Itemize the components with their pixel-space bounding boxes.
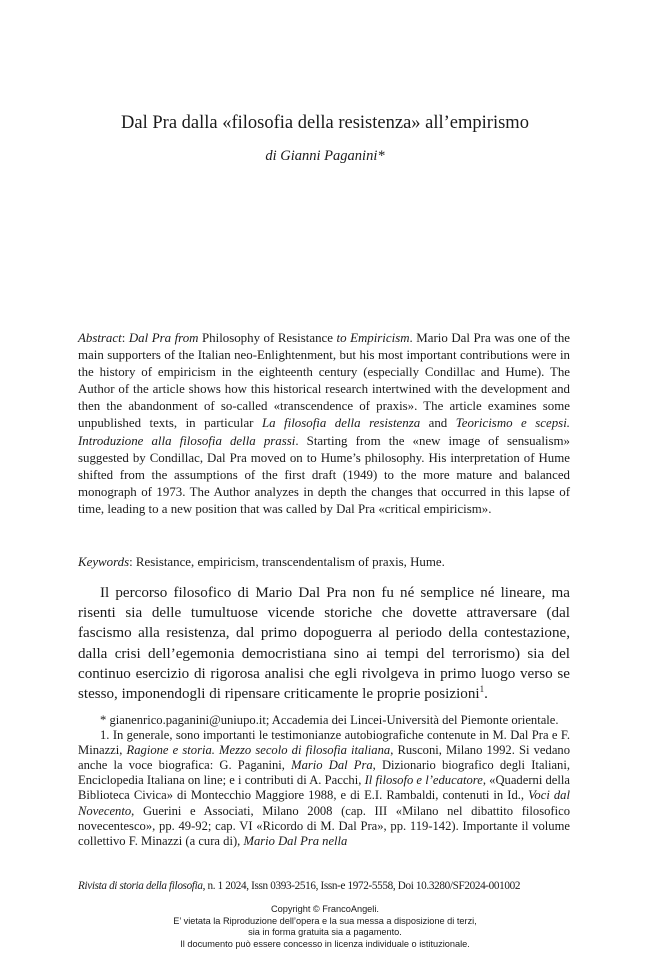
abstract-title-part-2: Philosophy of Resistance <box>198 331 337 345</box>
keywords-section <box>78 554 570 571</box>
footnote-1-text-b: , Rusconi, Milano 1992. Si vedano anche la voce biografica: G. Paganini, <box>78 743 571 773</box>
footnote-1-work-a: Ragione e storia. Mezzo secolo di filosofia italiana <box>126 743 391 758</box>
abstract-work-1: La filosofia della resistenza <box>261 416 421 431</box>
abstract-work-2: Teoricismo e scepsi. Introduzione alla filosofia della prassi <box>78 416 570 448</box>
abstract-colon: : <box>121 331 129 345</box>
abstract-paragraph <box>78 330 570 518</box>
body-text <box>78 583 570 704</box>
footnote-1-work-b: Mario Dal Pra <box>291 758 373 773</box>
abstract-text-3: . Starting from the «new image of sensualism» suggested by Condillac, Dal Pra moved on to Hume’s philosophy. His interpretation of Hume shifted from the assumptions of the first draft (1949) to the more mature and balanced monograph of 1973. The Author analyzes in depth the changes that occurred in this lapse of time, leading to a new position that was called by Dal Pra «critical empiricism». <box>78 433 570 516</box>
footnote-1-work-c: Il filosofo e l’educatore <box>364 773 483 788</box>
abstract-text-1: . Mario Dal Pra was one of the main supporters of the Italian neo-Enlightenment, but his most important contributions were in the history of empiricism in the eighteenth century (especially Condillac and Hume). The Author of the article shows how this historical research intertwined with the development and then the abandonment of so-called «transcendence of praxis». The article examines some unpublished texts, in particular <box>78 331 570 431</box>
abstract-text-2: and <box>420 416 456 431</box>
abstract-title-part-3: to Empiricism <box>336 331 410 345</box>
copyright-line-4: Il documento può essere concesso in licenza individuale o istituzionale. <box>180 938 470 949</box>
article-title: Dal Pra dalla «filosofia della resistenza» all’empirismo <box>121 113 529 133</box>
abstract-section <box>78 330 570 518</box>
footnote-1-work-e: Mario Dal Pra nella <box>243 833 348 848</box>
body-paragraph-end: . <box>484 686 488 703</box>
article-author: di Gianni Paganini* <box>265 148 385 164</box>
abstract-label: Abstract <box>78 331 122 345</box>
footnote-1-text-d: , «Quaderni della Biblioteca Civica» di Montecchio Maggiore 1988, e di E.I. Rambaldi, contenuti in Id., <box>78 773 570 803</box>
journal-name: Rivista di storia della filosofia <box>78 880 203 892</box>
journal-details: , n. 1 2024, Issn 0393-2516, Issn-e 1972-5558, Doi 10.3280/SF2024-001002 <box>202 880 521 892</box>
copyright-notice <box>0 904 650 950</box>
body-paragraph <box>78 583 570 704</box>
footnote-1 <box>78 728 570 849</box>
footnote-1-work-d: Voci dal Novecento <box>78 788 570 818</box>
journal-citation <box>78 880 578 892</box>
footnote-1-text-c: , Dizionario biografico degli Italiani, Enciclopedia Italiana on line; e i contributi di A. Pacchi, <box>78 758 571 788</box>
copyright-line-1: Copyright © FrancoAngeli. <box>271 904 379 914</box>
footnotes <box>78 713 570 849</box>
footnote-1-text-e: , Guerini e Associati, Milano 2008 (cap. III «Milano nel dibattito filosofico novecentesco», pp. 49-92; cap. VI «Ricordo di M. Dal Pra», pp. 119-142). Importante il volume collettivo F. Minazzi (a cura di), <box>78 803 570 848</box>
copyright-line-3: sia in forma gratuita sia a pagamento. <box>248 927 402 937</box>
footnote-ref-1[interactable]: 1 <box>479 683 485 694</box>
footnote-1-text-a: 1. In generale, sono importanti le testimonianze autobiografiche contenute in M. Dal Pra e F. Minazzi, <box>78 728 570 758</box>
keywords-label: Keywords <box>78 555 130 569</box>
body-paragraph-text: Il percorso filosofico di Mario Dal Pra non fu né semplice né lineare, ma risenti sia delle tumultuose vicende storiche che dovette attraversare (dal fascismo alla resistenza, dal primo dopoguerra al periodo della contestazione, dalla crisi dell’egemonia democristiana sino ai tempi del terrorismo) sia del continuo esercizio di rigorosa analisi che egli rivolgeva in primo luogo verso se stesso, imponendogli di ripensare criticamente le proprie posizioni <box>78 585 570 703</box>
footnote-author: * gianenrico.paganini@uniupo.it; Accademia dei Lincei-Università del Piemonte orientale. <box>100 713 559 727</box>
keywords-text: : Resistance, empiricism, transcendentalism of praxis, Hume. <box>129 555 445 569</box>
copyright-line-2: E’ vietata la Riproduzione dell’opera e la sua messa a disposizione di terzi, <box>173 915 477 926</box>
abstract-title-part-1: Dal Pra from <box>128 331 199 345</box>
